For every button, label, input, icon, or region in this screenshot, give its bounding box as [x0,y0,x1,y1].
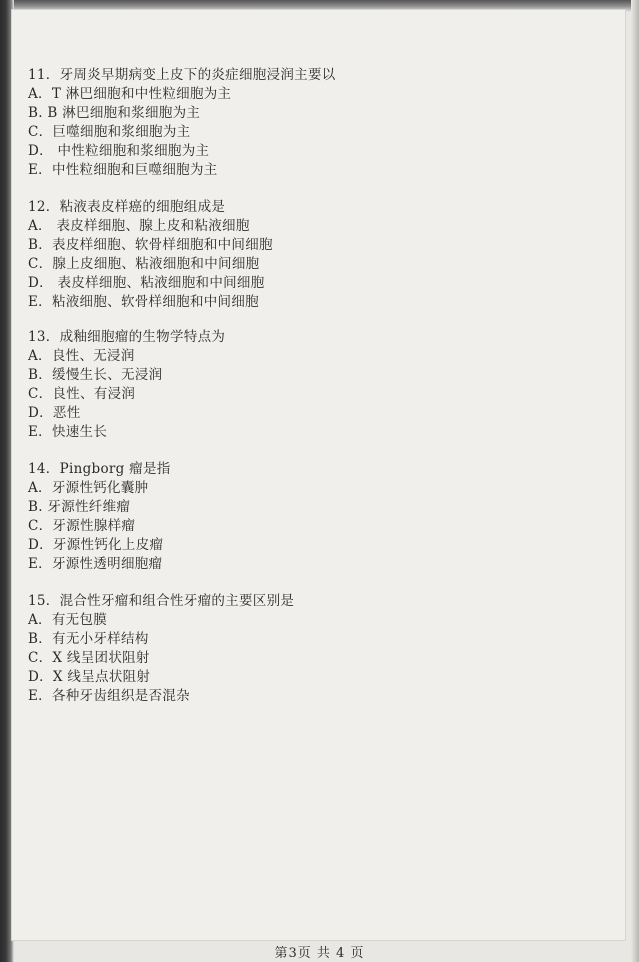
option-a: A．有无包膜 [28,612,108,628]
option-e: E．快速生长 [28,424,108,440]
option-d: D．恶性 [28,405,81,421]
question-stem: 13．成釉细胞瘤的生物学特点为 [28,329,226,345]
question-stem: 14．Pingborg 瘤是指 [28,461,171,477]
option-a: A． 表皮样细胞、腺上皮和粘液细胞 [28,218,250,234]
option-c: C．巨噬细胞和浆细胞为主 [28,124,191,140]
option-c: C．腺上皮细胞、粘液细胞和中间细胞 [28,256,260,272]
option-b: B．有无小牙样结构 [28,631,149,647]
option-a: A．T 淋巴细胞和中性粒细胞为主 [28,86,232,102]
option-c: C．良性、有浸润 [28,386,136,402]
option-b: B. B 淋巴细胞和浆细胞为主 [28,105,201,121]
option-d: D．X 线呈点状阻射 [28,669,151,685]
question-stem: 15．混合性牙瘤和组合性牙瘤的主要区别是 [28,593,295,609]
option-c: C．牙源性腺样瘤 [28,518,136,534]
question-stem: 11．牙周炎早期病变上皮下的炎症细胞浸润主要以 [28,67,336,83]
option-d: D． 表皮样细胞、粘液细胞和中间细胞 [28,275,265,291]
option-e: E．中性粒细胞和巨噬细胞为主 [28,162,218,178]
question-14 [28,460,598,574]
option-e: E．粘液细胞、软骨样细胞和中间细胞 [28,294,259,310]
scan-right-edge [631,0,639,962]
question-stem: 12．粘液表皮样癌的细胞组成是 [28,199,226,215]
option-a: A．牙源性钙化囊肿 [28,480,149,496]
question-11 [28,66,598,180]
option-b: B. 牙源性纤维瘤 [28,499,131,515]
option-b: B．表皮样细胞、软骨样细胞和中间细胞 [28,237,273,253]
question-15 [28,592,598,706]
option-e: E．牙源性透明细胞瘤 [28,556,163,572]
page-number-footer: 第3页 共 4 页 [274,946,365,961]
option-e: E．各种牙齿组织是否混杂 [28,688,190,704]
option-d: D．牙源性钙化上皮瘤 [28,537,164,553]
option-a: A．良性、无浸润 [28,348,135,364]
question-13 [28,328,598,442]
option-d: D． 中性粒细胞和浆细胞为主 [28,143,210,159]
option-b: B．缓慢生长、无浸润 [28,367,163,383]
question-12 [28,198,598,312]
option-c: C．X 线呈团状阻射 [28,650,150,666]
